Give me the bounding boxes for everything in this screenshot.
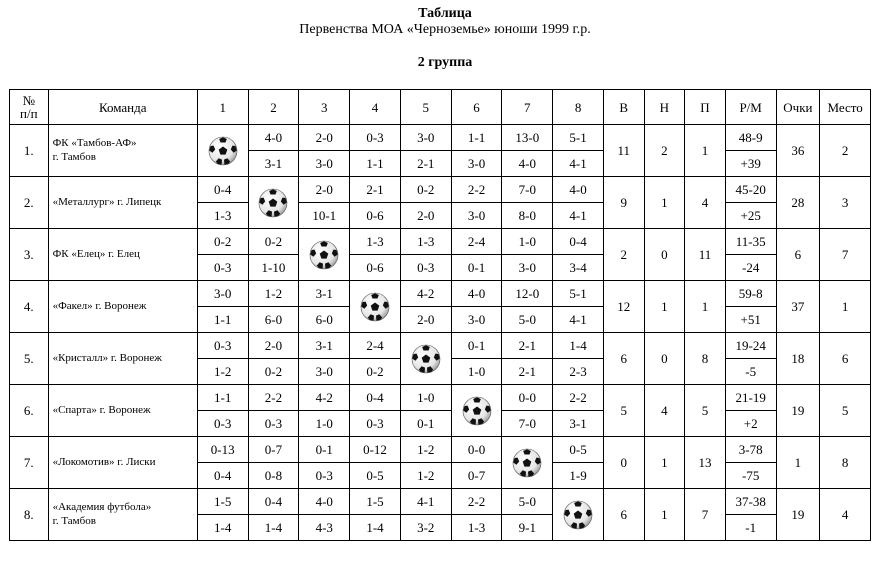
score-cell-second-leg: 1-4: [248, 515, 299, 541]
goals-cell: 45-20: [725, 177, 776, 203]
score-cell-second-leg: 10-1: [299, 203, 350, 229]
score-cell-second-leg: 1-9: [553, 463, 604, 489]
table-row: [10, 281, 871, 307]
score-cell-first-leg: 1-3: [400, 229, 451, 255]
score-cell-second-leg: 3-2: [400, 515, 451, 541]
draws-cell: 1: [644, 281, 685, 333]
team-name: «Академия футбола»: [52, 500, 152, 513]
points-cell: 18: [776, 333, 820, 385]
score-cell-first-leg: 1-1: [451, 125, 502, 151]
header-opponent-1: 1: [197, 90, 248, 125]
goal-diff-cell: +2: [725, 411, 776, 437]
score-cell-first-leg: 0-1: [299, 437, 350, 463]
draws-cell: 4: [644, 385, 685, 437]
wins-cell: 12: [603, 281, 644, 333]
score-cell-second-leg: 6-0: [299, 307, 350, 333]
score-cell-second-leg: 0-2: [350, 359, 401, 385]
soccer-ball-icon: [360, 292, 390, 322]
score-cell-first-leg: 5-0: [502, 489, 553, 515]
score-cell-second-leg: 1-0: [451, 359, 502, 385]
place-cell: 8: [820, 437, 871, 489]
team-cell: [48, 229, 197, 281]
score-cell-first-leg: 0-3: [197, 333, 248, 359]
score-cell-first-leg: 0-5: [553, 437, 604, 463]
score-cell-first-leg: 2-0: [299, 125, 350, 151]
score-cell-second-leg: 4-1: [553, 307, 604, 333]
score-cell-second-leg: 7-0: [502, 411, 553, 437]
place-cell: 4: [820, 489, 871, 541]
score-cell-second-leg: 8-0: [502, 203, 553, 229]
team-cell: [48, 125, 197, 177]
score-cell-second-leg: 0-3: [400, 255, 451, 281]
score-cell-first-leg: 0-4: [197, 177, 248, 203]
score-cell-second-leg: 3-0: [502, 255, 553, 281]
header-draws: Н: [644, 90, 685, 125]
score-cell-second-leg: 0-3: [299, 463, 350, 489]
score-cell-first-leg: 2-2: [248, 385, 299, 411]
score-cell-first-leg: 3-1: [299, 333, 350, 359]
self-match-cell: [248, 177, 299, 229]
score-cell-second-leg: 0-2: [248, 359, 299, 385]
self-match-cell: [553, 489, 604, 541]
score-cell-first-leg: 0-3: [350, 125, 401, 151]
soccer-ball-icon: [258, 188, 288, 218]
goal-diff-cell: -75: [725, 463, 776, 489]
score-cell-second-leg: 3-0: [451, 151, 502, 177]
header-opponent-7: 7: [502, 90, 553, 125]
score-cell-second-leg: 2-1: [502, 359, 553, 385]
score-cell-second-leg: 0-3: [248, 411, 299, 437]
score-cell-first-leg: 0-13: [197, 437, 248, 463]
wins-cell: 2: [603, 229, 644, 281]
self-match-cell: [299, 229, 350, 281]
soccer-ball-icon: [208, 136, 238, 166]
score-cell-second-leg: 4-3: [299, 515, 350, 541]
place-cell: 7: [820, 229, 871, 281]
score-cell-first-leg: 2-0: [248, 333, 299, 359]
draws-cell: 1: [644, 177, 685, 229]
score-cell-first-leg: 2-4: [350, 333, 401, 359]
score-cell-first-leg: 2-1: [350, 177, 401, 203]
team-city: г. Тамбов: [52, 150, 96, 163]
score-cell-first-leg: 0-0: [502, 385, 553, 411]
score-cell-first-leg: 1-0: [400, 385, 451, 411]
goals-cell: 37-38: [725, 489, 776, 515]
score-cell-first-leg: 3-0: [197, 281, 248, 307]
team-cell: [48, 333, 197, 385]
self-match-cell: [350, 281, 401, 333]
losses-cell: 1: [685, 125, 726, 177]
score-cell-first-leg: 5-1: [553, 281, 604, 307]
wins-cell: 0: [603, 437, 644, 489]
score-cell-first-leg: 0-2: [400, 177, 451, 203]
score-cell-first-leg: 5-1: [553, 125, 604, 151]
score-cell-second-leg: 4-1: [553, 151, 604, 177]
goal-diff-cell: -24: [725, 255, 776, 281]
standings-table: [9, 89, 871, 541]
team-cell: [48, 437, 197, 489]
losses-cell: 1: [685, 281, 726, 333]
score-cell-second-leg: 1-1: [197, 307, 248, 333]
score-cell-first-leg: 0-7: [248, 437, 299, 463]
score-cell-first-leg: 0-0: [451, 437, 502, 463]
team-name: ФК «Тамбов-АФ»: [52, 136, 137, 149]
losses-cell: 11: [685, 229, 726, 281]
soccer-ball-icon: [462, 396, 492, 426]
score-cell-first-leg: 4-0: [451, 281, 502, 307]
row-number: 7.: [10, 437, 49, 489]
wins-cell: 6: [603, 489, 644, 541]
header-num: [10, 90, 49, 125]
score-cell-first-leg: 1-2: [248, 281, 299, 307]
self-match-cell: [400, 333, 451, 385]
place-cell: 5: [820, 385, 871, 437]
score-cell-second-leg: 5-0: [502, 307, 553, 333]
score-cell-second-leg: 0-7: [451, 463, 502, 489]
score-cell-first-leg: 12-0: [502, 281, 553, 307]
score-cell-first-leg: 0-2: [197, 229, 248, 255]
score-cell-second-leg: 3-0: [299, 359, 350, 385]
place-cell: 2: [820, 125, 871, 177]
header-goals: Р/М: [725, 90, 776, 125]
losses-cell: 13: [685, 437, 726, 489]
score-cell-second-leg: 0-1: [451, 255, 502, 281]
draws-cell: 1: [644, 437, 685, 489]
score-cell-second-leg: 9-1: [502, 515, 553, 541]
team-name: «Кристалл» г. Воронеж: [52, 351, 162, 364]
wins-cell: 6: [603, 333, 644, 385]
score-cell-first-leg: 2-2: [451, 489, 502, 515]
score-cell-first-leg: 0-4: [248, 489, 299, 515]
team-name: «Локомотив» г. Лиски: [52, 455, 156, 468]
score-cell-second-leg: 4-0: [502, 151, 553, 177]
header-opponent-5: 5: [400, 90, 451, 125]
team-cell: [48, 281, 197, 333]
score-cell-second-leg: 1-4: [350, 515, 401, 541]
score-cell-second-leg: 1-2: [197, 359, 248, 385]
soccer-ball-icon: [563, 500, 593, 530]
score-cell-first-leg: 3-0: [400, 125, 451, 151]
score-cell-second-leg: 0-3: [197, 255, 248, 281]
score-cell-first-leg: 2-4: [451, 229, 502, 255]
losses-cell: 8: [685, 333, 726, 385]
score-cell-first-leg: 2-2: [553, 385, 604, 411]
score-cell-second-leg: 1-3: [451, 515, 502, 541]
score-cell-second-leg: 3-4: [553, 255, 604, 281]
score-cell-first-leg: 2-1: [502, 333, 553, 359]
score-cell-first-leg: 1-0: [502, 229, 553, 255]
header-team: Команда: [48, 90, 197, 125]
score-cell-first-leg: 2-0: [299, 177, 350, 203]
row-number: 5.: [10, 333, 49, 385]
header-losses: П: [685, 90, 726, 125]
score-cell-first-leg: 0-12: [350, 437, 401, 463]
header-num-line2: п/п: [20, 106, 38, 121]
goal-diff-cell: +39: [725, 151, 776, 177]
score-cell-second-leg: 0-5: [350, 463, 401, 489]
score-cell-first-leg: 1-5: [350, 489, 401, 515]
score-cell-second-leg: 0-4: [197, 463, 248, 489]
score-cell-first-leg: 4-2: [299, 385, 350, 411]
team-cell: [48, 385, 197, 437]
goal-diff-cell: +25: [725, 203, 776, 229]
goal-diff-cell: -5: [725, 359, 776, 385]
score-cell-first-leg: 0-2: [248, 229, 299, 255]
points-cell: 1: [776, 437, 820, 489]
score-cell-first-leg: 3-1: [299, 281, 350, 307]
score-cell-first-leg: 0-4: [553, 229, 604, 255]
table-header-row: [10, 90, 871, 125]
self-match-cell: [502, 437, 553, 489]
team-city: г. Тамбов: [52, 514, 96, 527]
header-wins: В: [603, 90, 644, 125]
points-cell: 37: [776, 281, 820, 333]
score-cell-first-leg: 7-0: [502, 177, 553, 203]
score-cell-second-leg: 3-1: [553, 411, 604, 437]
row-number: 4.: [10, 281, 49, 333]
score-cell-second-leg: 3-0: [299, 151, 350, 177]
self-match-cell: [197, 125, 248, 177]
team-name: «Факел» г. Воронеж: [52, 299, 147, 312]
row-number: 2.: [10, 177, 49, 229]
table-row: [10, 125, 871, 151]
draws-cell: 0: [644, 229, 685, 281]
score-cell-second-leg: 3-0: [451, 203, 502, 229]
table-row: [10, 489, 871, 515]
place-cell: 3: [820, 177, 871, 229]
losses-cell: 7: [685, 489, 726, 541]
score-cell-first-leg: 0-4: [350, 385, 401, 411]
score-cell-first-leg: 4-0: [299, 489, 350, 515]
table-row: [10, 177, 871, 203]
table-row: [10, 229, 871, 255]
goals-cell: 48-9: [725, 125, 776, 151]
row-number: 6.: [10, 385, 49, 437]
score-cell-second-leg: 3-1: [248, 151, 299, 177]
score-cell-first-leg: 4-0: [553, 177, 604, 203]
score-cell-first-leg: 4-2: [400, 281, 451, 307]
losses-cell: 5: [685, 385, 726, 437]
points-cell: 28: [776, 177, 820, 229]
score-cell-first-leg: 0-1: [451, 333, 502, 359]
goals-cell: 19-24: [725, 333, 776, 359]
table-row: [10, 437, 871, 463]
score-cell-second-leg: 1-10: [248, 255, 299, 281]
draws-cell: 0: [644, 333, 685, 385]
points-cell: 19: [776, 385, 820, 437]
score-cell-second-leg: 1-3: [197, 203, 248, 229]
header-opponent-8: 8: [553, 90, 604, 125]
score-cell-first-leg: 1-4: [553, 333, 604, 359]
self-match-cell: [451, 385, 502, 437]
header-place: Место: [820, 90, 871, 125]
score-cell-second-leg: 0-3: [350, 411, 401, 437]
goals-cell: 21-19: [725, 385, 776, 411]
wins-cell: 11: [603, 125, 644, 177]
score-cell-second-leg: 2-0: [400, 203, 451, 229]
score-cell-second-leg: 6-0: [248, 307, 299, 333]
team-cell: [48, 177, 197, 229]
score-cell-second-leg: 3-0: [451, 307, 502, 333]
soccer-ball-icon: [512, 448, 542, 478]
score-cell-second-leg: 0-6: [350, 203, 401, 229]
score-cell-second-leg: 1-0: [299, 411, 350, 437]
goal-diff-cell: -1: [725, 515, 776, 541]
score-cell-second-leg: 0-3: [197, 411, 248, 437]
score-cell-second-leg: 2-3: [553, 359, 604, 385]
table-body: [10, 125, 871, 541]
soccer-ball-icon: [411, 344, 441, 374]
table-row: [10, 333, 871, 359]
header-opponent-3: 3: [299, 90, 350, 125]
goals-cell: 3-78: [725, 437, 776, 463]
wins-cell: 9: [603, 177, 644, 229]
score-cell-first-leg: 1-3: [350, 229, 401, 255]
page-title: Таблица: [418, 6, 472, 21]
header-opponent-4: 4: [350, 90, 401, 125]
wins-cell: 5: [603, 385, 644, 437]
draws-cell: 2: [644, 125, 685, 177]
team-name: ФК «Елец» г. Елец: [52, 247, 140, 260]
goals-cell: 11-35: [725, 229, 776, 255]
place-cell: 1: [820, 281, 871, 333]
score-cell-first-leg: 4-1: [400, 489, 451, 515]
points-cell: 6: [776, 229, 820, 281]
goals-cell: 59-8: [725, 281, 776, 307]
row-number: 8.: [10, 489, 49, 541]
score-cell-first-leg: 1-5: [197, 489, 248, 515]
score-cell-second-leg: 0-1: [400, 411, 451, 437]
goal-diff-cell: +51: [725, 307, 776, 333]
score-cell-first-leg: 2-2: [451, 177, 502, 203]
soccer-ball-icon: [309, 240, 339, 270]
place-cell: 6: [820, 333, 871, 385]
score-cell-first-leg: 1-1: [197, 385, 248, 411]
header-opponent-2: 2: [248, 90, 299, 125]
table-row: [10, 385, 871, 411]
score-cell-second-leg: 4-1: [553, 203, 604, 229]
score-cell-first-leg: 1-2: [400, 437, 451, 463]
header-points: Очки: [776, 90, 820, 125]
header-num-line1: №: [22, 93, 35, 108]
team-cell: [48, 489, 197, 541]
losses-cell: 4: [685, 177, 726, 229]
score-cell-second-leg: 1-2: [400, 463, 451, 489]
score-cell-second-leg: 1-1: [350, 151, 401, 177]
score-cell-first-leg: 4-0: [248, 125, 299, 151]
team-name: «Металлург» г. Липецк: [52, 195, 162, 208]
points-cell: 19: [776, 489, 820, 541]
score-cell-second-leg: 0-6: [350, 255, 401, 281]
score-cell-second-leg: 2-1: [400, 151, 451, 177]
team-name: «Спарта» г. Воронеж: [52, 403, 151, 416]
score-cell-second-leg: 1-4: [197, 515, 248, 541]
group-title: 2 группа: [417, 55, 473, 70]
row-number: 3.: [10, 229, 49, 281]
points-cell: 36: [776, 125, 820, 177]
row-number: 1.: [10, 125, 49, 177]
score-cell-second-leg: 2-0: [400, 307, 451, 333]
score-cell-second-leg: 0-8: [248, 463, 299, 489]
score-cell-first-leg: 13-0: [502, 125, 553, 151]
header-opponent-6: 6: [451, 90, 502, 125]
draws-cell: 1: [644, 489, 685, 541]
page-subtitle: Первенства МОА «Черноземье» юноши 1999 г.р.: [299, 22, 591, 37]
